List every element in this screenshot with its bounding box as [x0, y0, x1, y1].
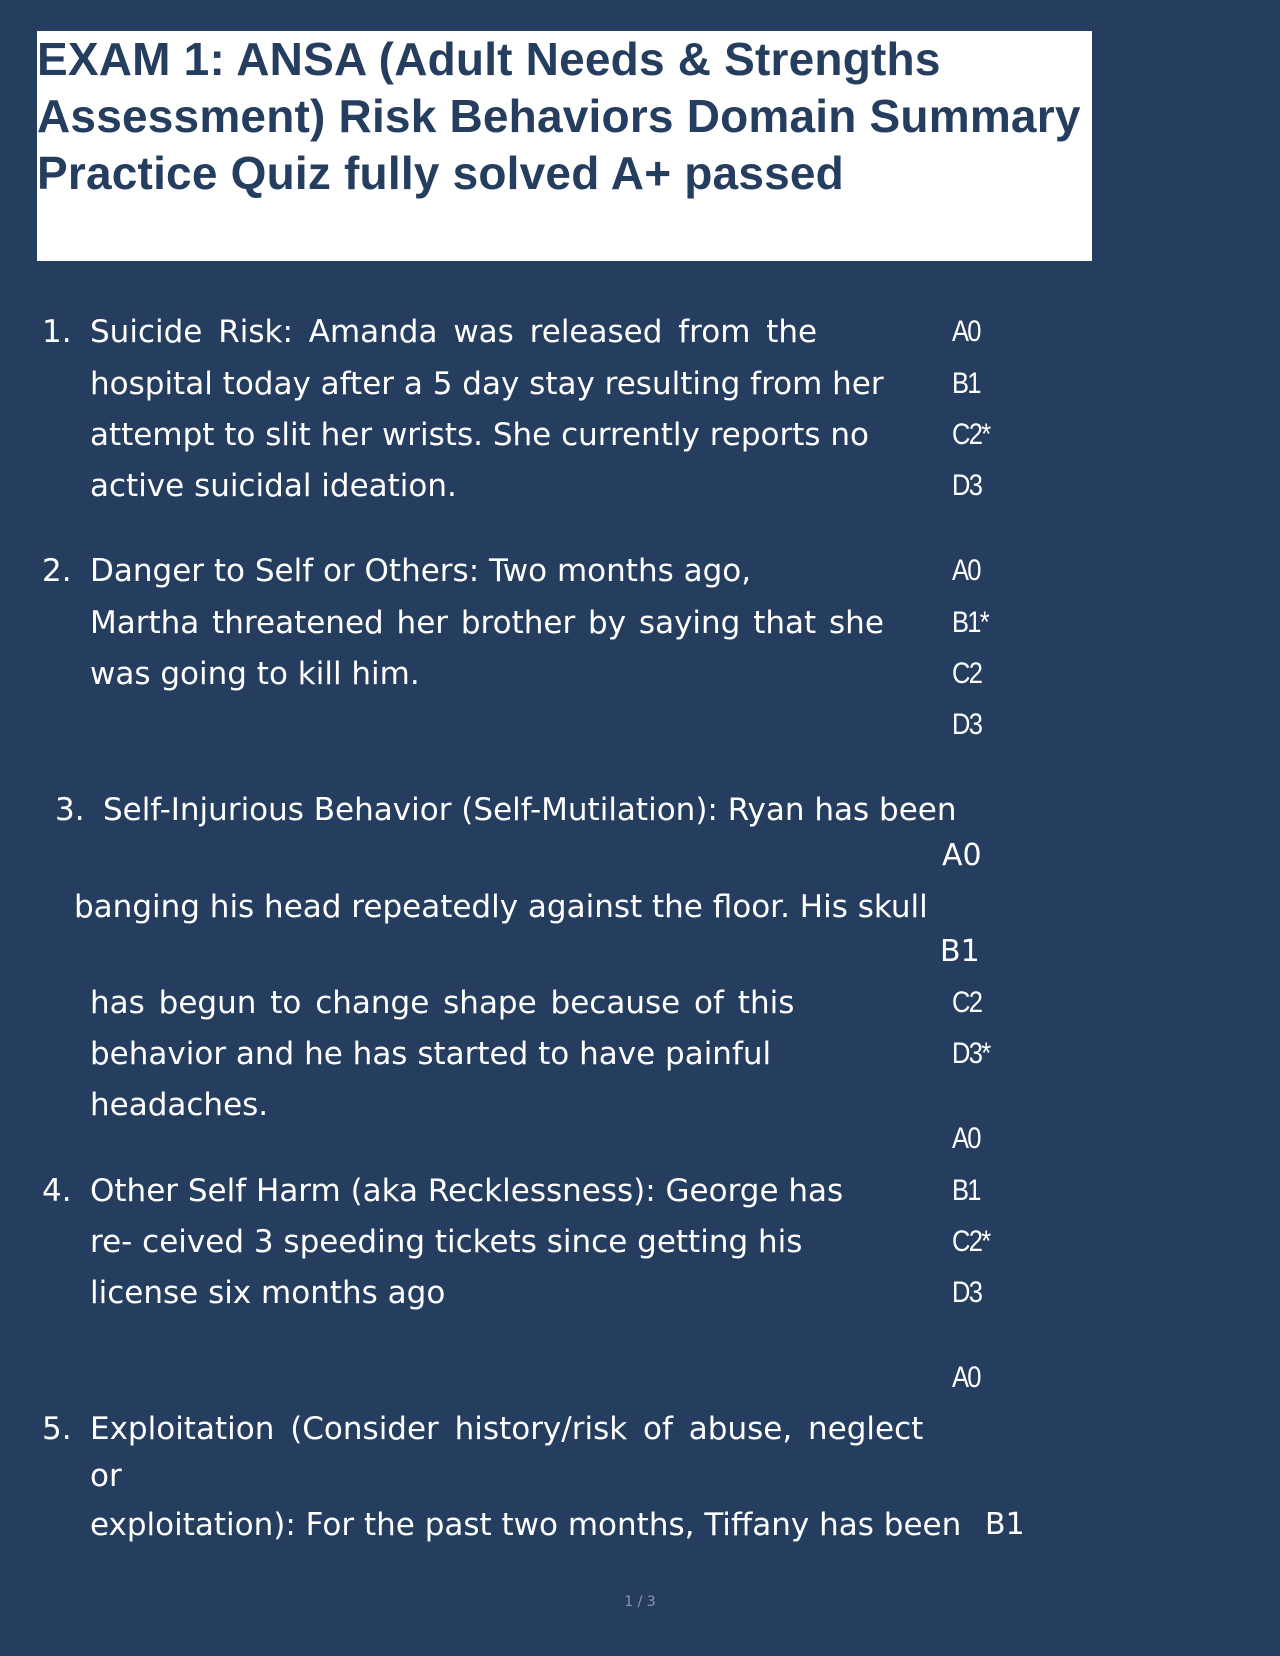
question-text-line: attempt to slit her wrists. She currently reports no — [90, 417, 870, 453]
question-number: 3. — [55, 792, 85, 828]
question-text-line: headaches. — [90, 1087, 269, 1123]
question-text-line: Suicide Risk: Amanda was released from the — [90, 314, 818, 350]
question-text-line: has begun to change shape because of this — [90, 985, 795, 1021]
answer-option-correct: C2* — [952, 1225, 990, 1258]
question-number: 4. — [42, 1173, 72, 1209]
answer-option: A0 — [952, 554, 980, 587]
question-text-line: license six months ago — [90, 1275, 446, 1311]
answer-option: C2 — [952, 657, 982, 690]
title-box — [37, 31, 1092, 261]
answer-option: D3 — [952, 469, 982, 502]
question-text-line: was going to kill him. — [90, 656, 420, 692]
question-text-line: active suicidal ideation. — [90, 468, 457, 504]
question-text-line: behavior and he has started to have painful — [90, 1036, 772, 1072]
page-indicator: 1 / 3 — [624, 1594, 656, 1610]
question-text-line: exploitation): For the past two months, Tiffany has been — [90, 1507, 962, 1543]
answer-option: D3 — [952, 708, 982, 741]
answer-option: C2 — [952, 986, 982, 1019]
answer-option-correct: C2* — [952, 418, 990, 451]
question-text-line: banging his head repeatedly against the floor. His skull — [74, 889, 928, 925]
question-text-line: or — [90, 1458, 122, 1494]
answer-option: B1 — [952, 367, 980, 400]
answer-option: A0 — [942, 838, 982, 873]
answer-option: B1 — [940, 934, 980, 969]
answer-option-correct: D3* — [952, 1037, 990, 1070]
answer-option: A0 — [952, 1122, 980, 1155]
question-number: 1. — [42, 314, 72, 350]
question-text-line: hospital today after a 5 day stay resulting from her — [90, 366, 884, 402]
question-text-line: Martha threatened her brother by saying that she — [90, 605, 884, 641]
answer-option: B1 — [985, 1507, 1025, 1542]
answer-option: D3 — [952, 1276, 982, 1309]
answer-option: B1 — [952, 1174, 980, 1207]
question-text-line: Exploitation (Consider history/risk of abuse, neglect — [90, 1411, 924, 1447]
question-text-line: Self-Injurious Behavior (Self-Mutilation): Ryan has been — [103, 792, 957, 828]
question-text-line: Danger to Self or Others: Two months ago, — [90, 553, 752, 589]
answer-option: A0 — [952, 1361, 980, 1394]
question-text-line: Other Self Harm (aka Recklessness): George has — [90, 1173, 844, 1209]
answer-option-correct: B1* — [952, 606, 989, 639]
question-number: 5. — [42, 1411, 72, 1447]
document-title: EXAM 1: ANSA (Adult Needs & Strengths Assessment) Risk Behaviors Domain Summary Practice Quiz fully solved A+ passed — [37, 33, 1081, 199]
question-number: 2. — [42, 553, 72, 589]
question-text-line: re- ceived 3 speeding tickets since getting his — [90, 1224, 803, 1260]
answer-option: A0 — [952, 315, 980, 348]
